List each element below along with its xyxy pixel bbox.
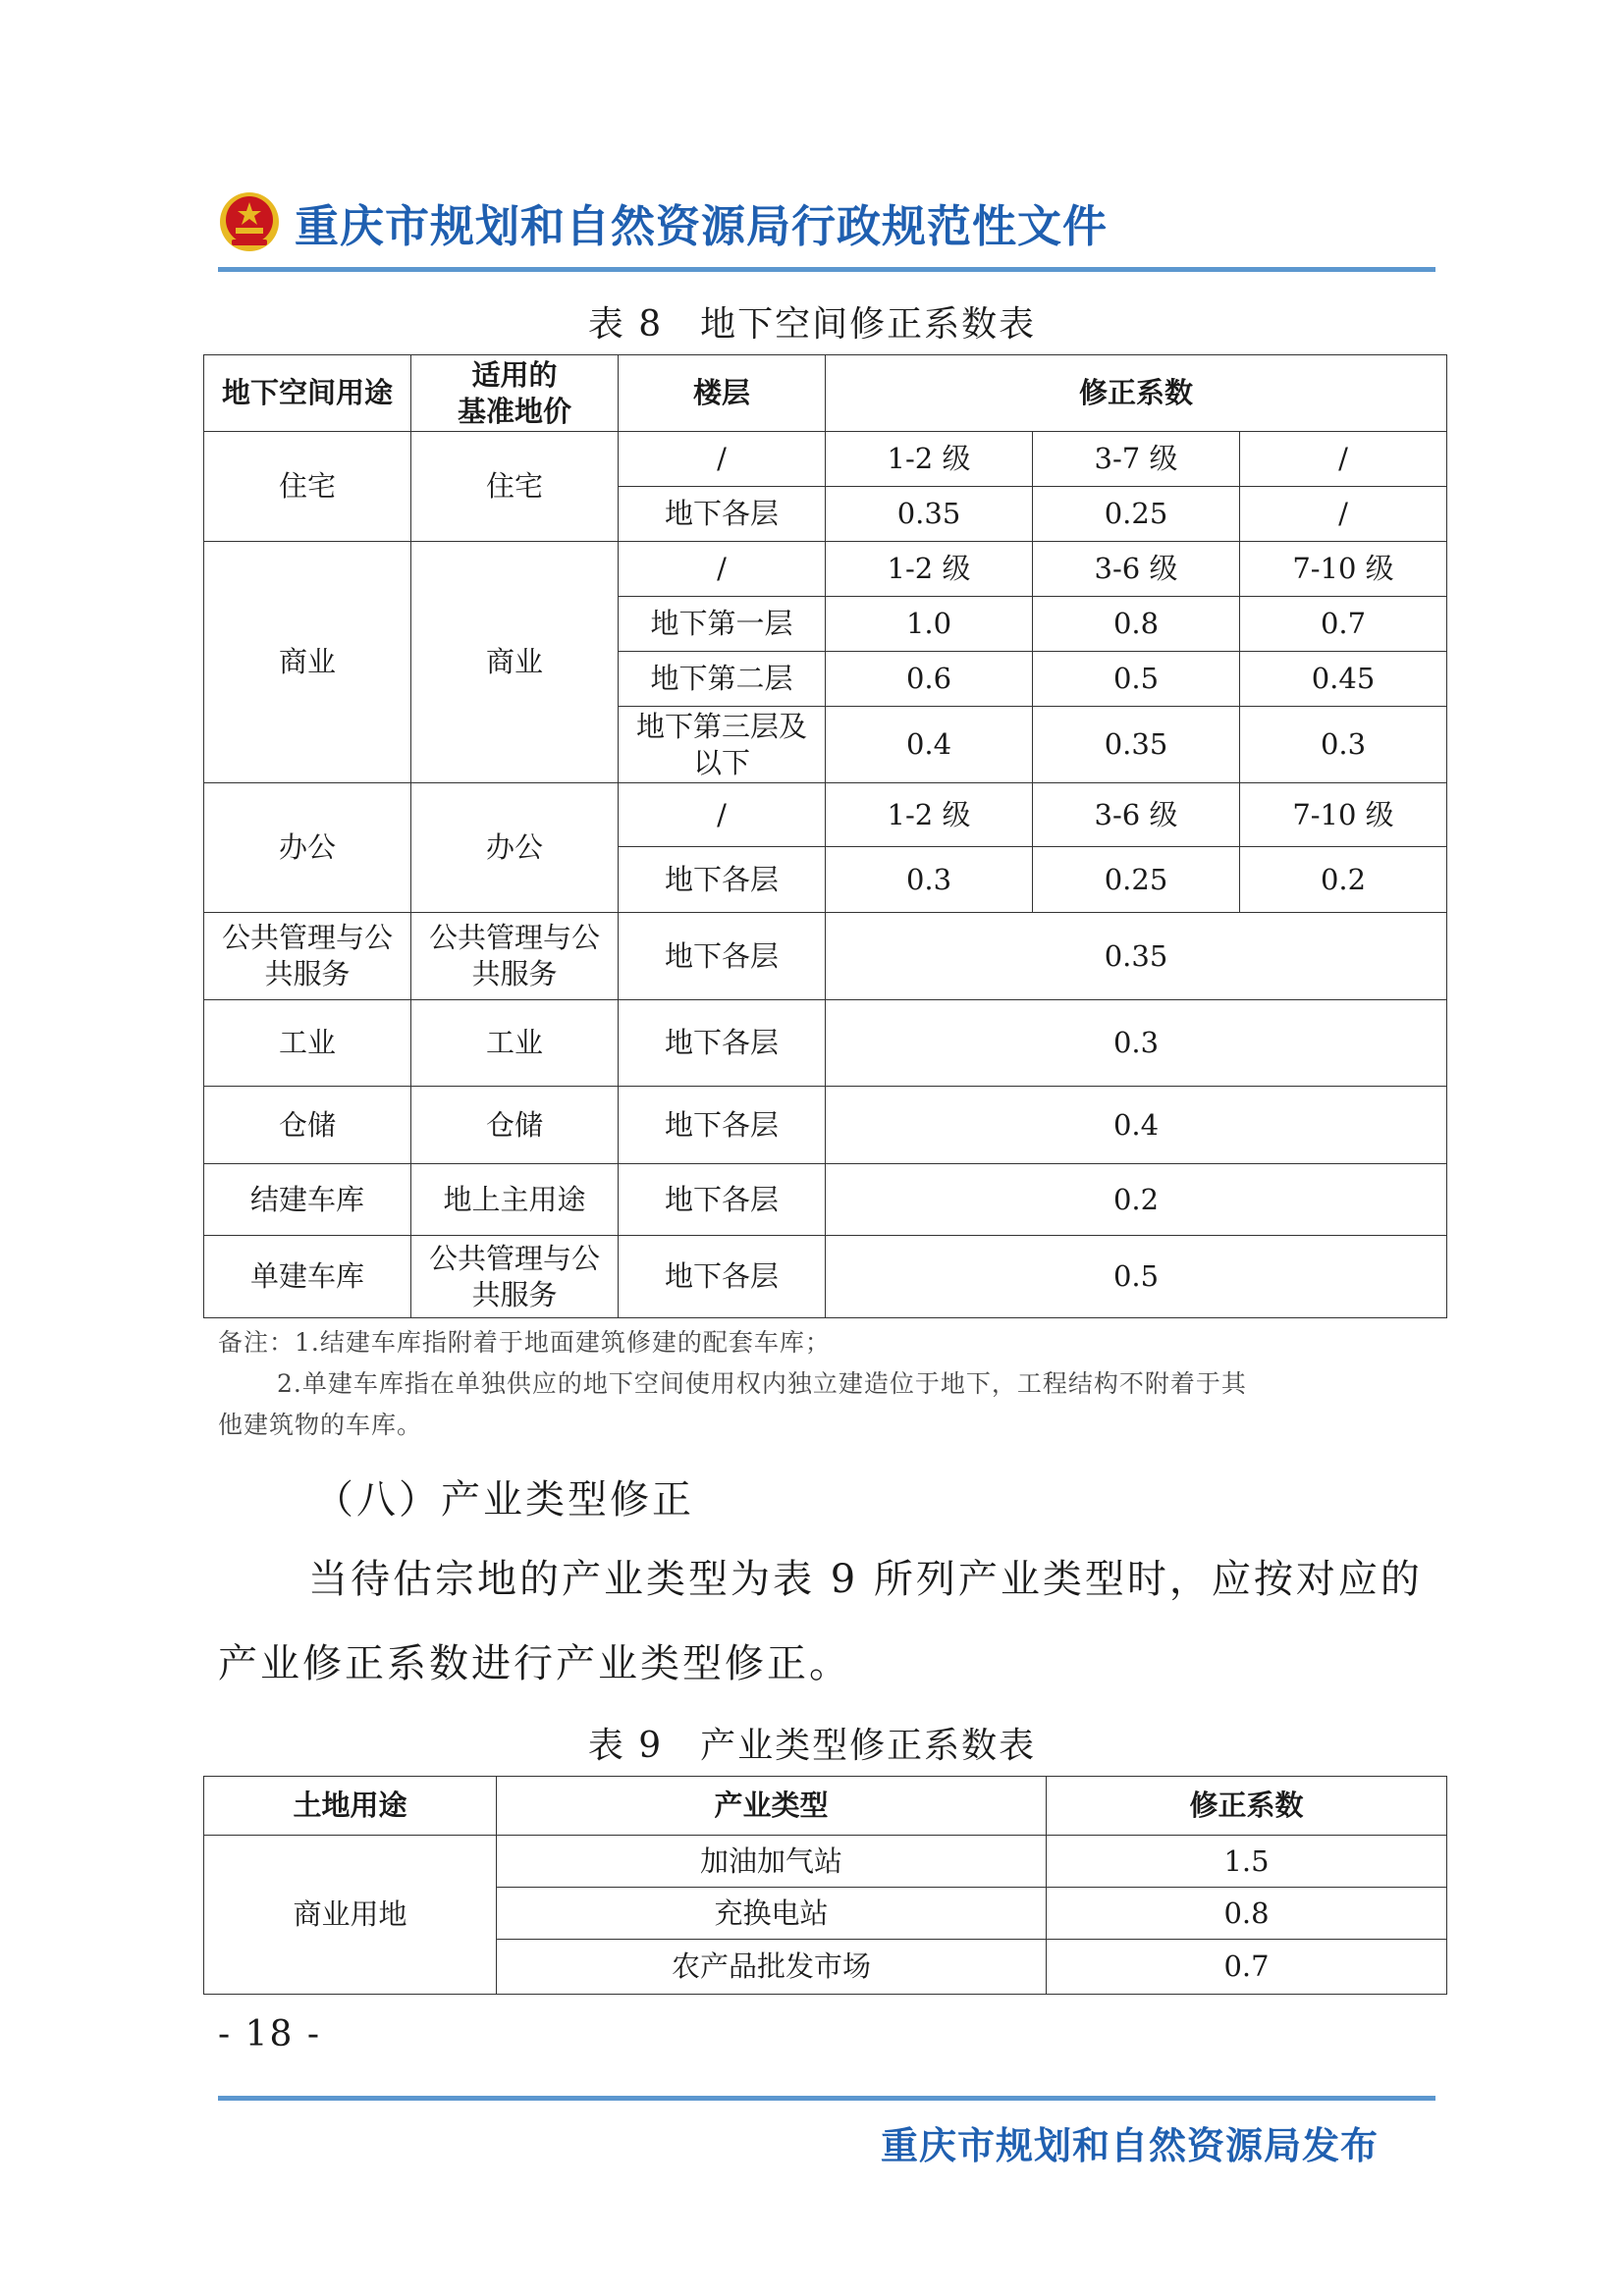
cell-value: 0.5 bbox=[1033, 652, 1240, 707]
table8-note-2: 2.单建车库指在单独供应的地下空间使用权内独立建造位于地下，工程结构不附着于其 bbox=[277, 1369, 1247, 1398]
section-heading: （八）产业类型修正 bbox=[314, 1477, 694, 1522]
table8-note-1: 备注：1.结建车库指附着于地面建筑修建的配套车库； bbox=[218, 1328, 831, 1357]
header-use: 地下空间用途 bbox=[204, 355, 411, 432]
cell-floor: 地下各层 bbox=[619, 1000, 826, 1087]
cell-industry: 农产品批发市场 bbox=[497, 1940, 1047, 1995]
table-row bbox=[204, 1087, 1447, 1164]
cell-value: 0.7 bbox=[1047, 1940, 1447, 1995]
table-row bbox=[204, 1000, 1447, 1087]
cell-value: 1-2 级 bbox=[826, 783, 1033, 847]
header-industry: 产业类型 bbox=[497, 1777, 1047, 1836]
cell-value: 0.2 bbox=[826, 1164, 1447, 1236]
cell-floor: 地下各层 bbox=[619, 847, 826, 913]
body-paragraph-line1: 当待估宗地的产业类型为表 9 所列产业类型时，应按对应的 bbox=[308, 1557, 1423, 1602]
cell-value: / bbox=[1240, 487, 1447, 542]
cell-use: 公共管理与公共服务 bbox=[204, 913, 411, 1000]
cell-value: 0.6 bbox=[826, 652, 1033, 707]
cell-industry: 充换电站 bbox=[497, 1888, 1047, 1940]
table-row bbox=[204, 432, 1447, 487]
cell-value: 0.4 bbox=[826, 707, 1033, 783]
cell-value: 7-10 级 bbox=[1240, 542, 1447, 597]
cell-base: 公共管理与公共服务 bbox=[411, 913, 619, 1000]
cell-floor: 地下第二层 bbox=[619, 652, 826, 707]
cell-use: 住宅 bbox=[204, 432, 411, 542]
table-row bbox=[204, 913, 1447, 1000]
header-floor: 楼层 bbox=[619, 355, 826, 432]
cell-value: 0.2 bbox=[1240, 847, 1447, 913]
page-number: - 18 - bbox=[218, 2014, 322, 2055]
cell-value: 0.3 bbox=[826, 1000, 1447, 1087]
body-paragraph-line2: 产业修正系数进行产业类型修正。 bbox=[218, 1641, 851, 1686]
cell-value: 0.25 bbox=[1033, 487, 1240, 542]
cell-base: 工业 bbox=[411, 1000, 619, 1087]
underground-space-table bbox=[203, 354, 1447, 1318]
cell-value: 0.8 bbox=[1033, 597, 1240, 652]
cell-floor: 地下第三层及以下 bbox=[619, 707, 826, 783]
cell-value: 1-2 级 bbox=[826, 432, 1033, 487]
cell-base: 仓储 bbox=[411, 1087, 619, 1164]
cell-base: 公共管理与公共服务 bbox=[411, 1236, 619, 1318]
table8-note-2-cont: 他建筑物的车库。 bbox=[218, 1411, 423, 1439]
cell-value: 0.25 bbox=[1033, 847, 1240, 913]
cell-floor: 地下各层 bbox=[619, 487, 826, 542]
cell-use: 仓储 bbox=[204, 1087, 411, 1164]
cell-use: 工业 bbox=[204, 1000, 411, 1087]
cell-floor: 地下各层 bbox=[619, 1236, 826, 1318]
table-row bbox=[204, 1836, 1447, 1888]
cell-floor: / bbox=[619, 432, 826, 487]
national-emblem-icon bbox=[218, 190, 281, 253]
header-coefficient: 修正系数 bbox=[826, 355, 1447, 432]
cell-floor: 地下各层 bbox=[619, 1164, 826, 1236]
table-row bbox=[204, 1236, 1447, 1318]
cell-value: 0.8 bbox=[1047, 1888, 1447, 1940]
cell-use: 办公 bbox=[204, 783, 411, 913]
cell-value: 0.4 bbox=[826, 1087, 1447, 1164]
cell-land-use: 商业用地 bbox=[204, 1836, 497, 1995]
cell-value: 0.5 bbox=[826, 1236, 1447, 1318]
cell-value: 0.35 bbox=[826, 487, 1033, 542]
cell-value: 0.3 bbox=[1240, 707, 1447, 783]
table-row bbox=[204, 542, 1447, 597]
cell-value: 1.0 bbox=[826, 597, 1033, 652]
document-header bbox=[218, 187, 1435, 257]
cell-value: 1.5 bbox=[1047, 1836, 1447, 1888]
cell-base: 地上主用途 bbox=[411, 1164, 619, 1236]
cell-base: 商业 bbox=[411, 542, 619, 783]
cell-value: 3-6 级 bbox=[1033, 783, 1240, 847]
cell-base: 办公 bbox=[411, 783, 619, 913]
footer-publisher: 重庆市规划和自然资源局发布 bbox=[880, 2124, 1379, 2167]
cell-value: 3-7 级 bbox=[1033, 432, 1240, 487]
header-land-use: 土地用途 bbox=[204, 1777, 497, 1836]
cell-value: 0.35 bbox=[826, 913, 1447, 1000]
cell-value: 0.3 bbox=[826, 847, 1033, 913]
cell-floor: 地下各层 bbox=[619, 1087, 826, 1164]
header-title: 重庆市规划和自然资源局行政规范性文件 bbox=[295, 199, 1109, 252]
table-row bbox=[204, 783, 1447, 847]
table-header-row bbox=[204, 1777, 1447, 1836]
cell-floor: / bbox=[619, 783, 826, 847]
cell-value: 0.35 bbox=[1033, 707, 1240, 783]
cell-use: 结建车库 bbox=[204, 1164, 411, 1236]
cell-use: 商业 bbox=[204, 542, 411, 783]
cell-value: 3-6 级 bbox=[1033, 542, 1240, 597]
footer-divider bbox=[218, 2096, 1435, 2101]
cell-value: 7-10 级 bbox=[1240, 783, 1447, 847]
cell-floor: / bbox=[619, 542, 826, 597]
cell-value: / bbox=[1240, 432, 1447, 487]
table-header-row bbox=[204, 355, 1447, 432]
cell-base: 住宅 bbox=[411, 432, 619, 542]
cell-value: 0.7 bbox=[1240, 597, 1447, 652]
header-coefficient: 修正系数 bbox=[1047, 1777, 1447, 1836]
cell-value: 0.45 bbox=[1240, 652, 1447, 707]
cell-use: 单建车库 bbox=[204, 1236, 411, 1318]
industry-type-table bbox=[203, 1776, 1447, 1995]
cell-floor: 地下第一层 bbox=[619, 597, 826, 652]
table-row bbox=[204, 1164, 1447, 1236]
table8-caption: 表 8 地下空间修正系数表 bbox=[587, 304, 1037, 345]
table9-caption: 表 9 产业类型修正系数表 bbox=[587, 1726, 1037, 1766]
cell-industry: 加油加气站 bbox=[497, 1836, 1047, 1888]
header-divider bbox=[218, 267, 1435, 272]
cell-value: 1-2 级 bbox=[826, 542, 1033, 597]
cell-floor: 地下各层 bbox=[619, 913, 826, 1000]
header-base-price: 适用的 基准地价 bbox=[411, 355, 619, 432]
